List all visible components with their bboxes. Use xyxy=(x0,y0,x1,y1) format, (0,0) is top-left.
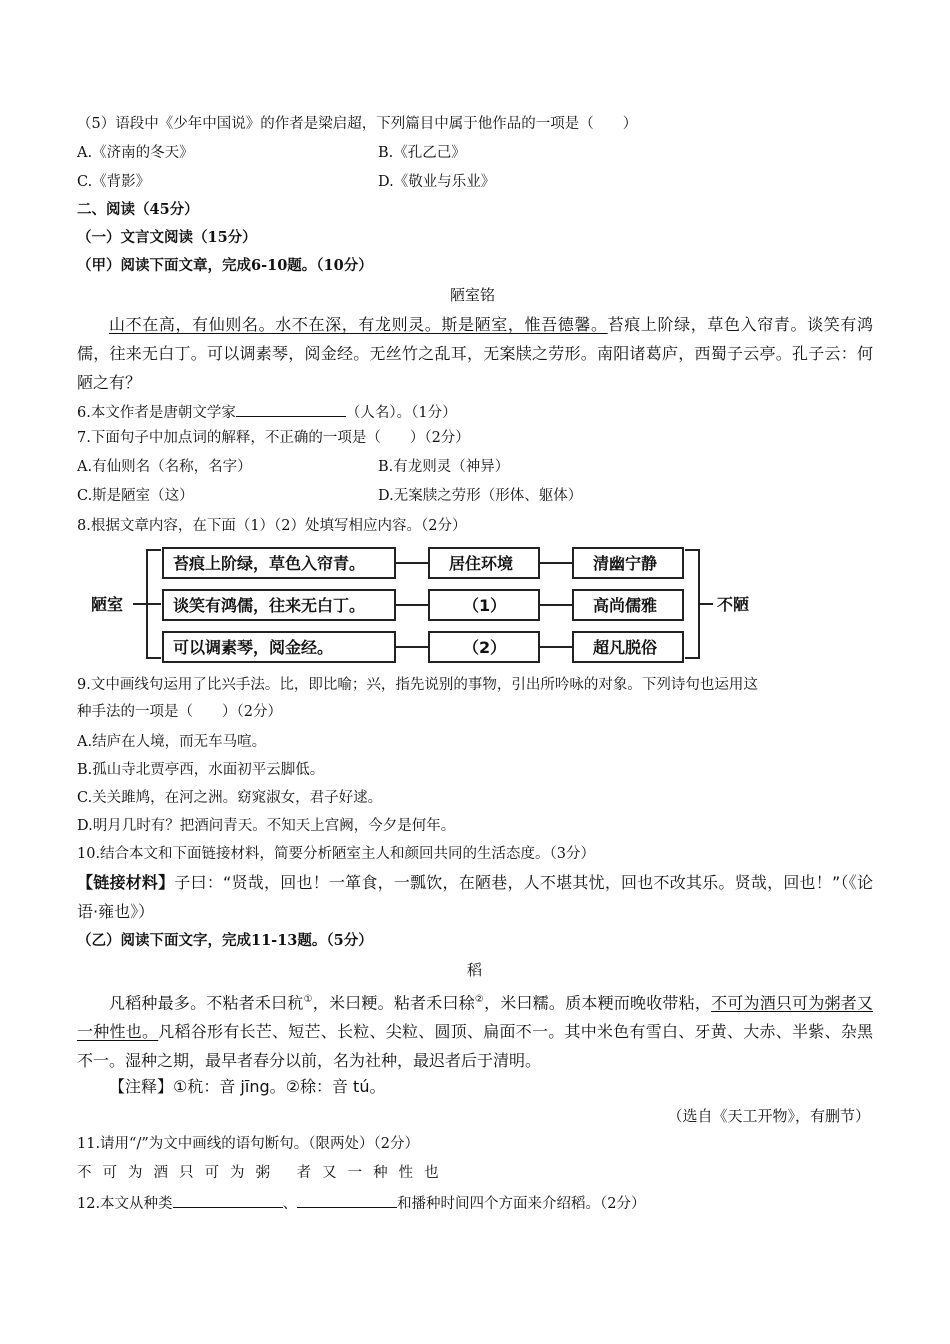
diagram-quote-text: 谈笑有鸿儒，往来无白丁。 xyxy=(173,596,366,615)
diagram-left-label: 陋室 xyxy=(91,595,124,614)
part-b-underlined-sentence: 不可为酒只可为粥者又一种性也。 xyxy=(77,993,873,1042)
q6-answer-blank[interactable] xyxy=(236,401,346,417)
part-a-passage xyxy=(77,310,873,397)
passage-segment: ，米曰糯。质本粳而晚收带粘， xyxy=(484,993,712,1013)
part-a-title: 陋室铭 xyxy=(450,286,496,304)
q6-line xyxy=(77,401,457,423)
q10-link-material xyxy=(77,868,873,926)
q5-option-d: D.《敬业与乐业》 xyxy=(378,174,496,190)
part-a-underlined-sentence: 山不在高，有仙则名。水不在深，有龙则灵。斯是陋室，惟吾德馨。 xyxy=(109,315,608,334)
diagram-aspect-text: （2） xyxy=(463,638,507,657)
q7-option-d: D.无案牍之劳形（形体、躯体） xyxy=(378,488,583,504)
link-material-label: 【链接材料】 xyxy=(77,873,175,892)
q12-separator: 、 xyxy=(282,1196,298,1212)
passage-segment: ，米曰粳。粘者禾曰稌 xyxy=(312,993,475,1013)
q7-option-c: C.斯是陋室（这） xyxy=(77,488,194,504)
q6-text-after: （人名）。（1分） xyxy=(345,405,457,421)
note-ref-1: ① xyxy=(303,994,313,1005)
diagram-quote-text: 苔痕上阶绿，草色入帘青。 xyxy=(173,554,366,573)
diagram-right-label: 不陋 xyxy=(717,595,750,614)
q6-text-before: 6.本文作者是唐朝文学家 xyxy=(77,405,236,421)
part-a-heading: （甲）阅读下面文章，完成6-10题。（10分） xyxy=(77,257,373,274)
q9-option-b: B.孤山寺北贾亭西，水面初平云脚低。 xyxy=(77,762,325,778)
q9-option-d: D.明月几时有？把酒问青天。不知天上宫阙，今夕是何年。 xyxy=(77,818,456,834)
q12-line xyxy=(77,1192,646,1214)
q11-sentence xyxy=(77,1163,450,1183)
part-b-heading: （乙）阅读下面文字，完成11-13题。（5分） xyxy=(77,932,373,949)
link-material-text: 子曰：“贤哉，回也！一箪食，一瓢饮，在陋巷，人不堪其忧，回也不改其乐。贤哉，回也！”（《论语·雍也》） xyxy=(77,873,873,921)
q11-stem: 11.请用“/”为文中画线的语句断句。（限两处）（2分） xyxy=(77,1136,419,1152)
diagram-right-bracket xyxy=(685,550,699,658)
q9-stem-line2: 种手法的一项是（ ）（2分） xyxy=(77,704,282,720)
q8-stem: 8.根据文章内容，在下面（1）（2）处填写相应内容。（2分） xyxy=(77,518,467,534)
q11-sentence-part1: 不可为酒只可为粥 xyxy=(77,1165,281,1181)
diagram-aspect-text: （1） xyxy=(463,596,507,615)
part-b-source: （选自《天工开物》，有删节） xyxy=(667,1107,870,1125)
part-b-title: 稻 xyxy=(467,961,483,979)
q12-answer-blank-2[interactable] xyxy=(297,1192,397,1208)
q9-stem-line1: 9.文中画线句运用了比兴手法。比，即比喻；兴，指先说别的事物，引出所吟咏的对象。下列诗句也运用这 xyxy=(77,677,758,693)
q5-option-b: B.《孔乙己》 xyxy=(378,145,466,161)
diagram-quality-text: 清幽宁静 xyxy=(593,554,658,573)
q5-stem: （5）语段中《少年中国说》的作者是梁启超，下列篇目中属于他作品的一项是（ ） xyxy=(77,116,638,132)
q10-stem: 10.结合本文和下面链接材料，简要分析陋室主人和颜回共同的生活态度。（3分） xyxy=(77,846,596,862)
q9-option-a: A.结庐在人境，而无车马喧。 xyxy=(77,734,267,750)
q9-option-c: C.关关雎鸠，在河之洲。窈窕淑女，君子好逑。 xyxy=(77,790,383,806)
section-reading-heading: 二、阅读（45分） xyxy=(77,201,199,218)
diagram-quality-text: 高尚儒雅 xyxy=(593,596,658,615)
q5-option-a: A.《济南的冬天》 xyxy=(77,145,194,161)
diagram-aspect-text: 居住环境 xyxy=(449,554,514,573)
q11-sentence-part2: 者又一种性也 xyxy=(296,1165,450,1181)
part-a-passage-text: 苔痕上阶绿，草色入帘青。谈笑有鸿儒，往来无白丁。可以调素琴，阅金经。无丝竹之乱耳，无案牍之劳形。南阳诸葛庐，西蜀子云亭。孔子云：何陋之有？ xyxy=(77,315,873,392)
part-b-note: 【注释】①秔：音 jīng。②稌：音 tú。 xyxy=(109,1077,386,1096)
part-b-passage xyxy=(77,985,873,1075)
diagram-quality-text: 超凡脱俗 xyxy=(593,638,658,657)
q7-option-a: A.有仙则名（名称，名字） xyxy=(77,459,252,475)
q7-option-b: B.有龙则灵（神异） xyxy=(378,459,510,475)
q12-answer-blank-1[interactable] xyxy=(173,1192,283,1208)
q12-text-before: 12.本文从种类 xyxy=(77,1196,173,1212)
q7-stem: 7.下面句子中加点词的解释，不正确的一项是（ ）（2分） xyxy=(77,430,470,446)
diagram-row-3 xyxy=(163,632,683,662)
diagram-row-2 xyxy=(163,590,683,620)
q12-text-after: 和播种时间四个方面来介绍稻。（2分） xyxy=(397,1196,646,1212)
diagram-quote-text: 可以调素琴，阅金经。 xyxy=(173,638,334,657)
passage-segment: 凡稻谷形有长芒、短芒、长粒、尖粒、圆顶、扁面不一。其中米色有雪白、牙黄、大赤、半紫、杂黑不一。湿种之期，最早者春分以前，名为社种，最迟者后于清明。 xyxy=(77,1022,873,1071)
section-classical-heading: （一）文言文阅读（15分） xyxy=(77,229,257,246)
note-ref-2: ② xyxy=(474,994,485,1005)
q5-option-c: C.《背影》 xyxy=(77,174,151,190)
passage-segment: 凡稻种最多。不粘者禾曰秔 xyxy=(109,993,304,1013)
q8-structure-diagram xyxy=(77,542,877,666)
diagram-row-1 xyxy=(163,548,683,578)
